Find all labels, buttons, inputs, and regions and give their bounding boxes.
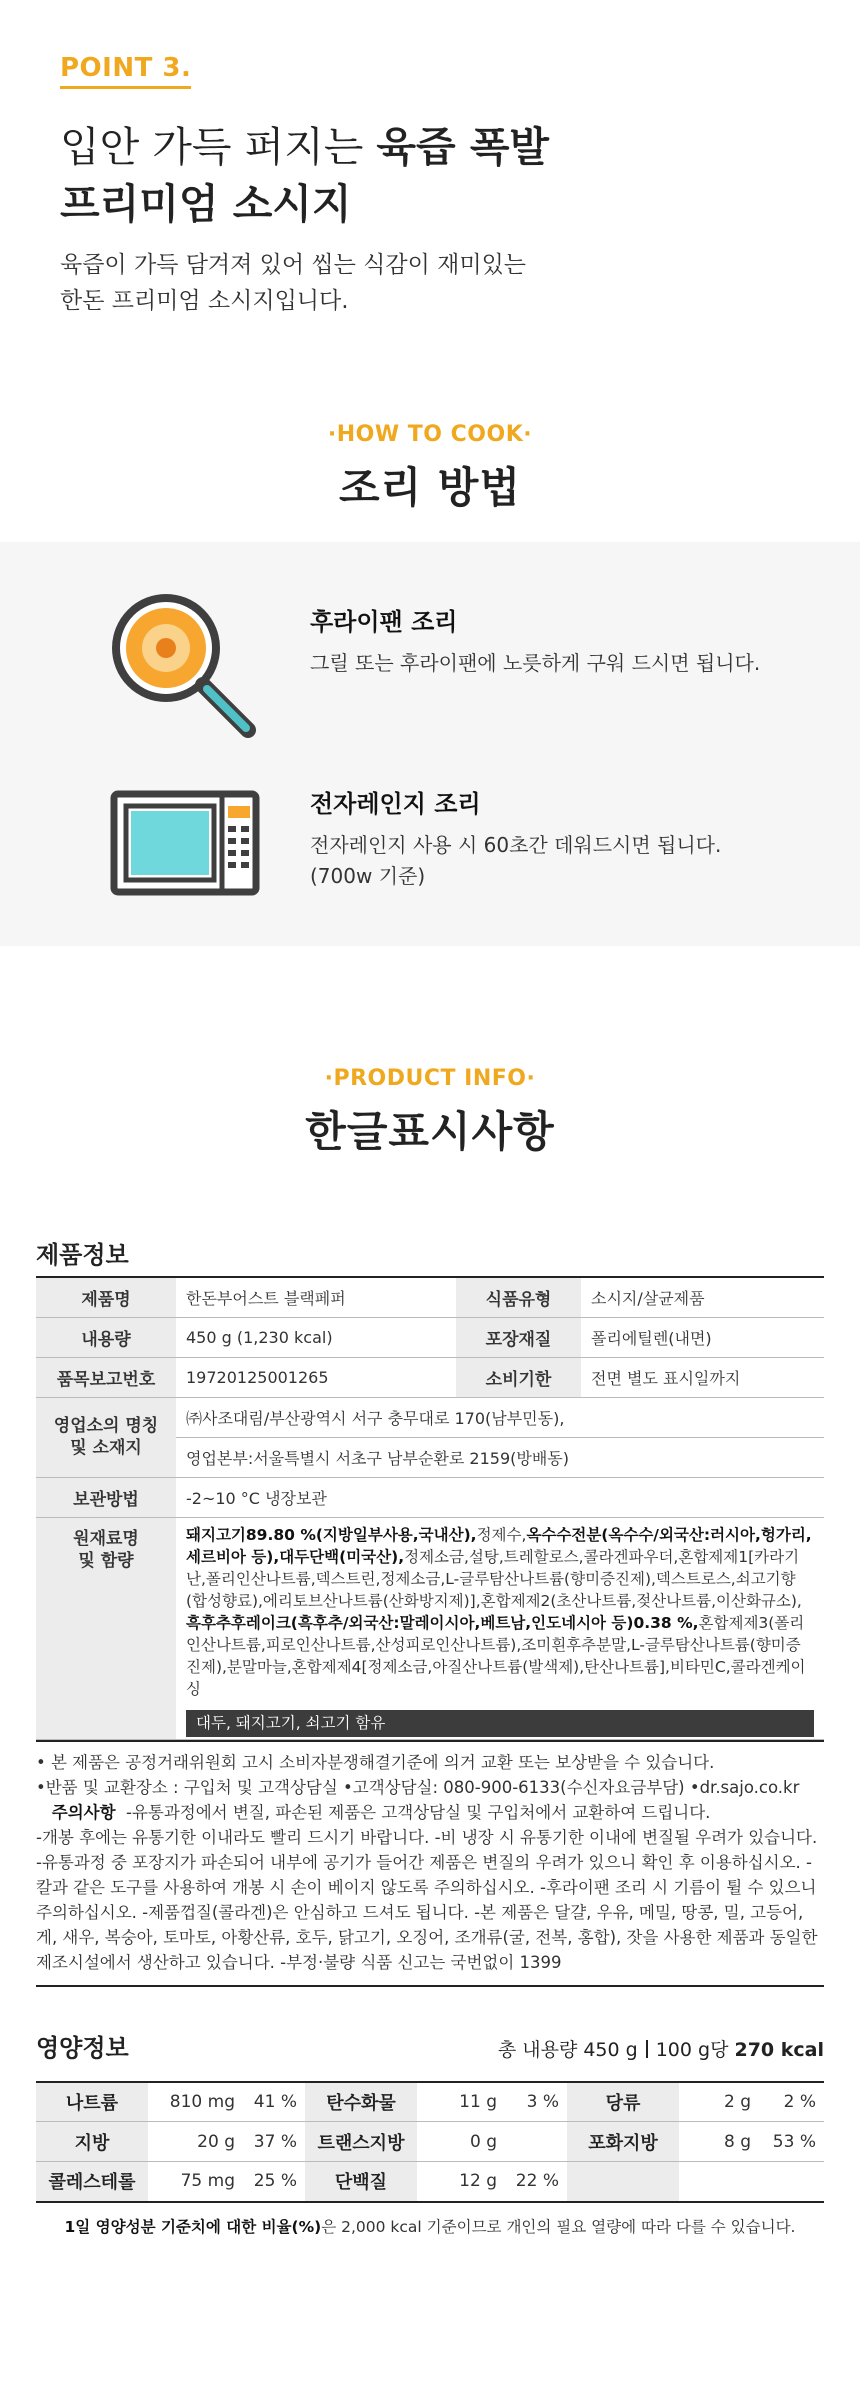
product-info-heading: [0, 946, 860, 1232]
divider: [646, 2040, 648, 2058]
cook-item-microwave-text: [310, 788, 721, 892]
point-desc-line2: 한돈 프리미엄 소시지입니다.: [60, 288, 349, 314]
nutrient-name: 나트륨: [36, 2082, 148, 2122]
point-description: [60, 247, 860, 319]
nutrient-percent: 25 %: [243, 2162, 305, 2202]
material-text-2: 정제소금,설탕,트레할로스,콜라겐파우더,혼합제제1[카라기난,폴리인산나트륨,덱스트린,정제소금,L-글루탐산나트륨(향미증진제),덱스트로스,쇠고기향(합성향료),에리토브산나트륨(산화방지제)],혼합제제2(초산나트륨,젖산나트륨,이산화규소),: [186, 1547, 802, 1610]
nutrient-percent: 53 %: [759, 2122, 824, 2162]
table-row: [36, 1277, 824, 1317]
caution-label: 주의사항: [51, 1802, 116, 1822]
notice-caution: [36, 1800, 824, 1825]
material-label-1: 원재료명: [73, 1528, 139, 1549]
package-label: 포장재질: [456, 1317, 581, 1357]
nutrient-amount: 11 g: [417, 2082, 505, 2122]
table-row: [36, 2082, 824, 2122]
report-number-value: 19720125001265: [176, 1357, 456, 1397]
point-title: [60, 119, 860, 233]
nutrient-amount: 12 g: [417, 2162, 505, 2202]
table-row: [36, 1397, 824, 1437]
point-title-bold: 육즙 폭발: [376, 123, 550, 171]
table-row: [36, 1517, 824, 1739]
storage-value: -2~10 °C 냉장보관: [176, 1477, 824, 1517]
expiry-label: 소비기한: [456, 1357, 581, 1397]
point-title-line2: 프리미엄 소시지: [60, 180, 352, 228]
nutrition-per-label: 100 g당: [655, 2038, 735, 2061]
allergy-badge: 대두, 돼지고기, 쇠고기 함유: [186, 1710, 814, 1737]
product-info-section-title: 제품정보: [36, 1241, 129, 1269]
nutrient-amount-empty: [679, 2162, 759, 2202]
how-to-cook-en-text: HOW TO COOK: [336, 422, 524, 447]
nutrient-amount: 2 g: [679, 2082, 759, 2122]
content-value: 450 g (1,230 kcal): [176, 1317, 456, 1357]
point-label: POINT 3.: [60, 52, 191, 89]
storage-label: 보관방법: [36, 1477, 176, 1517]
material-bold-2: 옥수수전분(옥수수/외국산:러시아,헝가리,세르비아 등),대두단백(미국산),: [186, 1525, 812, 1566]
nutrient-amount: 75 mg: [148, 2162, 243, 2202]
table-row: [36, 1317, 824, 1357]
material-value: [176, 1517, 824, 1739]
company-value-1: ㈜사조대림/부산광역시 서구 충무대로 170(남부민동),: [176, 1397, 824, 1437]
product-info-en: ·PRODUCT INFO·: [324, 1066, 536, 1091]
report-number-label: 품목보고번호: [36, 1357, 176, 1397]
nutrition-per-kcal: 270 kcal: [734, 2038, 824, 2061]
label-section: [0, 1232, 860, 2357]
nutrition-footnote-bold: 1일 영양성분 기준치에 대한 비율(%): [64, 2217, 322, 2236]
nutrient-percent: 22 %: [505, 2162, 567, 2202]
cook-item-microwave-desc2: (700w 기준): [310, 864, 426, 888]
nutrient-name: 포화지방: [567, 2122, 679, 2162]
caution-text: -유통과정에서 변질, 파손된 제품은 고객상담실 및 구입처에서 교환하여 드립니다.: [126, 1802, 711, 1822]
content-label: 내용량: [36, 1317, 176, 1357]
product-info-table: [36, 1276, 824, 1740]
package-value: 폴리에틸렌(내면): [581, 1317, 824, 1357]
material-label-2: 및 함량: [78, 1550, 134, 1571]
nutrient-percent: 3 %: [505, 2082, 567, 2122]
material-text-1: 정제수,: [476, 1525, 527, 1544]
nutrition-header: [36, 2025, 824, 2081]
point-section: [0, 0, 860, 380]
cook-item-pan-desc: 그릴 또는 후라이팬에 노릇하게 구워 드시면 됩니다.: [310, 651, 761, 675]
company-label-2: 및 소재지: [70, 1438, 142, 1458]
how-to-cook-heading: [0, 380, 860, 542]
nutrient-name: 콜레스테롤: [36, 2162, 148, 2202]
nutrition-total-label: 총 내용량 450 g: [497, 2038, 638, 2061]
table-row: [36, 1477, 824, 1517]
expiry-value: 전면 별도 표시일까지: [581, 1357, 824, 1397]
cook-item-microwave-desc: [310, 830, 721, 892]
product-name-value: 한돈부어스트 블랙페퍼: [176, 1277, 456, 1317]
nutrition-total: [498, 2035, 824, 2062]
material-text-3: 혼합제제3(폴리인산나트륨,피로인산나트륨,산성피로인산나트륨),조미흰후추분말,L-글루탐산나트륨(향미증진제),분말마늘,혼합제제4[정제소금,아질산나트륨(발색제),탄산나트륨],비타민C,콜라겐케이싱: [186, 1613, 806, 1698]
cook-item-microwave-desc1: 전자레인지 사용 시 60초간 데워드시면 됩니다.: [310, 833, 722, 857]
nutrient-percent-empty: [759, 2162, 824, 2202]
point-desc-line1: 육즙이 가득 담겨져 있어 씹는 식감이 재미있는: [60, 252, 527, 278]
nutrient-name: 단백질: [305, 2162, 417, 2202]
notice-line2: •반품 및 교환장소 : 구입처 및 고객상담실 •고객상담실: 080-900-6133(수신자요금부담) •dr.sajo.co.kr: [36, 1777, 800, 1797]
nutrient-amount: 810 mg: [148, 2082, 243, 2122]
frying-pan-icon: [110, 592, 260, 746]
nutrient-name: 트랜스지방: [305, 2122, 417, 2162]
cook-item-pan-name: 후라이팬 조리: [310, 608, 458, 636]
product-info-en-text: PRODUCT INFO: [333, 1066, 527, 1091]
material-bold-3: 흑후추후레이크(흑후추/외국산:말레이시아,베트남,인도네시아 등)0.38 %,: [186, 1613, 699, 1632]
nutrient-amount: 8 g: [679, 2122, 759, 2162]
nutrient-name: 당류: [567, 2082, 679, 2122]
nutrient-amount: 0 g: [417, 2122, 505, 2162]
material-bold-1: 돼지고기89.80 %(지방일부사용,국내산),: [186, 1525, 477, 1544]
nutrition-footnote-text: 은 2,000 kcal 기준이므로 개인의 필요 열량에 따라 다를 수 있습니다.: [321, 2217, 796, 2236]
product-name-label: 제품명: [36, 1277, 176, 1317]
notice-body: -개봉 후에는 유통기한 이내라도 빨리 드시기 바랍니다. -비 냉장 시 유통기한 이내에 변질될 우려가 있습니다. -유통과정 중 포장지가 파손되어 내부에 공기가 들어간 제품은 변질의 우려가 있으니 확인 후 이용하십시오. -칼과 같은 도구를 사용하여 개봉 시 손이 베이지 않도록 주의하십시오. -후라이팬 조리 시 기름이 튈 수 있으니 주의하십시오. -제품껍질(콜라겐)은 안심하고 드셔도 됩니다. -본 제품은 달걀, 우유, 메밀, 땅콩, 밀, 고등어, 게, 새우, 복숭아, 토마토, 아황산류, 호두, 닭고기, 오징어, 조개류(굴, 전복, 홍합), 잣을 사용한 제품과 동일한 제조시설에서 생산하고 있습니다. -부정·불량 식품 신고는 국번없이 1399: [36, 1827, 818, 1972]
company-value-2: 영업본부:서울특별시 서초구 남부순환로 2159(방배동): [176, 1437, 824, 1477]
nutrient-percent: [505, 2122, 567, 2162]
company-label: [36, 1397, 176, 1477]
material-text: [186, 1518, 814, 1706]
bottom-spacer: [36, 2237, 824, 2357]
table-row: [36, 1357, 824, 1397]
material-label: [36, 1517, 176, 1739]
notice-box: [36, 1740, 824, 1987]
point-title-plain: 입안 가득 퍼지는: [60, 123, 377, 171]
nutrient-amount: 20 g: [148, 2122, 243, 2162]
nutrient-percent: 2 %: [759, 2082, 824, 2122]
notice-line1: • 본 제품은 공정거래위원회 고시 소비자분쟁해결기준에 의거 교환 또는 보상받을 수 있습니다.: [36, 1752, 715, 1772]
nutrient-percent: 41 %: [243, 2082, 305, 2122]
nutrition-table: [36, 2081, 824, 2203]
how-to-cook-title: 조리 방법: [339, 463, 521, 512]
nutrition-section-title: 영양정보: [36, 2033, 129, 2062]
table-row: [36, 2122, 824, 2162]
nutrient-name: 지방: [36, 2122, 148, 2162]
cook-item-pan-text: [310, 606, 760, 679]
nutrition-footnote: [36, 2215, 824, 2237]
food-type-value: 소시지/살균제품: [581, 1277, 824, 1317]
nutrient-name-empty: [567, 2162, 679, 2202]
table-row: [36, 2162, 824, 2202]
product-info-title: 한글표시사항: [305, 1107, 555, 1156]
microwave-icon: [110, 790, 260, 904]
cooking-methods: [0, 542, 860, 946]
nutrient-percent: 37 %: [243, 2122, 305, 2162]
how-to-cook-en: ·HOW TO COOK·: [327, 422, 533, 447]
nutrient-name: 탄수화물: [305, 2082, 417, 2122]
food-type-label: 식품유형: [456, 1277, 581, 1317]
company-label-1: 영업소의 명칭: [53, 1416, 159, 1436]
cook-item-microwave-name: 전자레인지 조리: [310, 790, 481, 818]
